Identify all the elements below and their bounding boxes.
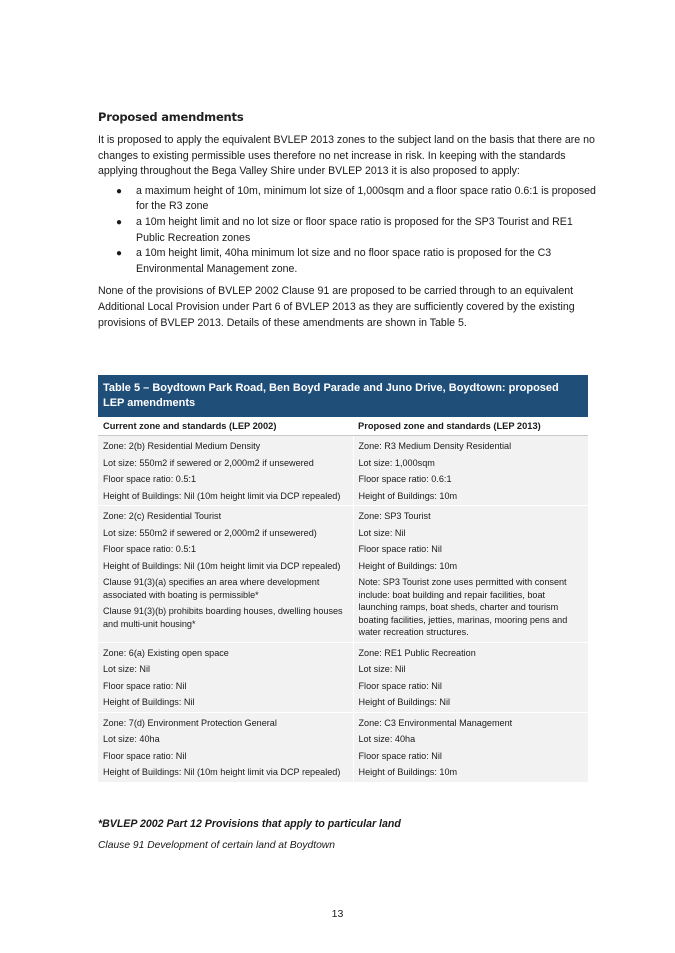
current-cell: [98, 642, 353, 712]
proposed-cell: [353, 506, 588, 643]
cell-line: Height of Buildings: Nil (10m height limit via DCP repealed): [103, 560, 341, 571]
cell-line: Lot size: 40ha: [358, 734, 416, 744]
cell-line: Lot size: Nil: [358, 664, 406, 674]
body-content: [98, 110, 598, 335]
cell-line: Zone: 6(a) Existing open space: [103, 647, 229, 658]
bullet-item: [116, 184, 598, 215]
cell-line: Lot size: 550m2 if sewered or 2,000m2 if unsewered): [103, 527, 317, 538]
proposed-cell: [353, 642, 588, 712]
footnote-title: *BVLEP 2002 Part 12 Provisions that apply to particular land: [98, 818, 401, 830]
page-number: 13: [331, 908, 344, 920]
section-heading: Proposed amendments: [98, 110, 244, 124]
current-cell: [98, 436, 353, 506]
cell-line: Zone: 2(c) Residential Tourist: [103, 511, 222, 521]
table-row: [98, 712, 588, 782]
table-row: [98, 436, 588, 506]
intro-paragraph: It is proposed to apply the equivalent BVLEP 2013 zones to the subject land on the basis that there are no changes to existing permissible uses therefore no net increase in risk. In keeping with the standards applying throughout the Bega Valley Shire under BVLEP 2013 it is also proposed to apply:: [98, 134, 595, 178]
cell-line: Clause 91(3)(a) specifies an area where development associated with boating is permissible*: [103, 577, 320, 600]
current-cell: [98, 712, 353, 782]
bullet-item: [116, 215, 598, 246]
cell-line: Floor space ratio: 0.5:1: [103, 474, 197, 484]
cell-line: Zone: RE1 Public Recreation: [358, 647, 476, 658]
cell-line: Height of Buildings: Nil: [103, 697, 195, 707]
proposed-cell: [353, 436, 588, 506]
table-5: [98, 374, 588, 782]
cell-line: Height of Buildings: Nil: [358, 697, 450, 707]
cell-line: Zone: C3 Environmental Management: [358, 717, 513, 728]
cell-line: Lot size: Nil: [358, 527, 406, 538]
cell-line: Height of Buildings: 10m: [358, 560, 458, 571]
cell-line: Floor space ratio: Nil: [103, 750, 187, 761]
bullet-text: a 10m height limit and no lot size or floor space ratio is proposed for the SP3 Tourist and RE1 Public Recreation zones: [136, 215, 573, 244]
cell-line: Lot size: 40ha: [103, 734, 160, 744]
table-row: [98, 642, 588, 712]
cell-line: Floor space ratio: 0.5:1: [103, 544, 197, 554]
cell-line: Note: SP3 Tourist zone uses permitted with consent include: boat building and repair facilities, boat launching ramps, boat sheds, charter and tourism boating facilities, jetties, marinas, mooring pens and water recreation structures.: [358, 577, 568, 637]
cell-line: Zone: SP3 Tourist: [358, 511, 431, 521]
closing-paragraph: None of the provisions of BVLEP 2002 Clause 91 are proposed to be carried through to an equivalent Additional Local Provision under Part 6 of BVLEP 2013 as they are sufficiently covered by the existing provisions of BVLEP 2013. Details of these amendments are shown in Table 5.: [98, 285, 575, 329]
bullet-text: a maximum height of 10m, minimum lot size of 1,000sqm and a floor space ratio 0.6:1 is proposed for the R3 zone: [136, 184, 596, 213]
table-row: [98, 506, 588, 643]
cell-line: Height of Buildings: Nil (10m height limit via DCP repealed): [103, 767, 341, 777]
cell-line: Floor space ratio: 0.6:1: [358, 474, 452, 484]
cell-line: Floor space ratio: Nil: [103, 680, 187, 691]
cell-line: Lot size: Nil: [103, 664, 151, 674]
bullet-list: [98, 184, 598, 278]
column-header-current: Current zone and standards (LEP 2002): [98, 417, 353, 436]
cell-line: Lot size: 1,000sqm: [358, 457, 435, 468]
cell-line: Floor space ratio: Nil: [358, 680, 442, 691]
bullet-item: [116, 246, 598, 277]
cell-line: Zone: 2(b) Residential Medium Density: [103, 441, 261, 451]
cell-line: Lot size: 550m2 if sewered or 2,000m2 if unsewered: [103, 457, 314, 468]
cell-line: Floor space ratio: Nil: [358, 544, 442, 554]
bullet-text: a 10m height limit, 40ha minimum lot size and no floor space ratio is proposed for the C3 Environmental Management zone.: [136, 247, 552, 275]
footnote-subtitle: Clause 91 Development of certain land at Boydtown: [98, 840, 335, 851]
cell-line: Floor space ratio: Nil: [358, 750, 442, 761]
bullet-icon: ●: [116, 216, 123, 228]
column-header-proposed: Proposed zone and standards (LEP 2013): [353, 417, 588, 436]
cell-line: Zone: R3 Medium Density Residential: [358, 441, 512, 451]
current-cell: [98, 506, 353, 643]
cell-line: Height of Buildings: Nil (10m height limit via DCP repealed): [103, 490, 341, 501]
proposed-cell: [353, 712, 588, 782]
amendments-table: [98, 374, 588, 782]
cell-line: Height of Buildings: 10m: [358, 767, 458, 777]
cell-line: Height of Buildings: 10m: [358, 490, 458, 501]
bullet-icon: ●: [116, 248, 123, 260]
cell-line: Clause 91(3)(b) prohibits boarding houses, dwelling houses and multi-unit housing*: [103, 606, 343, 629]
table-caption: Table 5 – Boydtown Park Road, Ben Boyd Parade and Juno Drive, Boydtown: proposed LEP amendments: [98, 375, 588, 418]
cell-line: Zone: 7(d) Environment Protection General: [103, 717, 277, 728]
bullet-icon: ●: [116, 185, 123, 197]
